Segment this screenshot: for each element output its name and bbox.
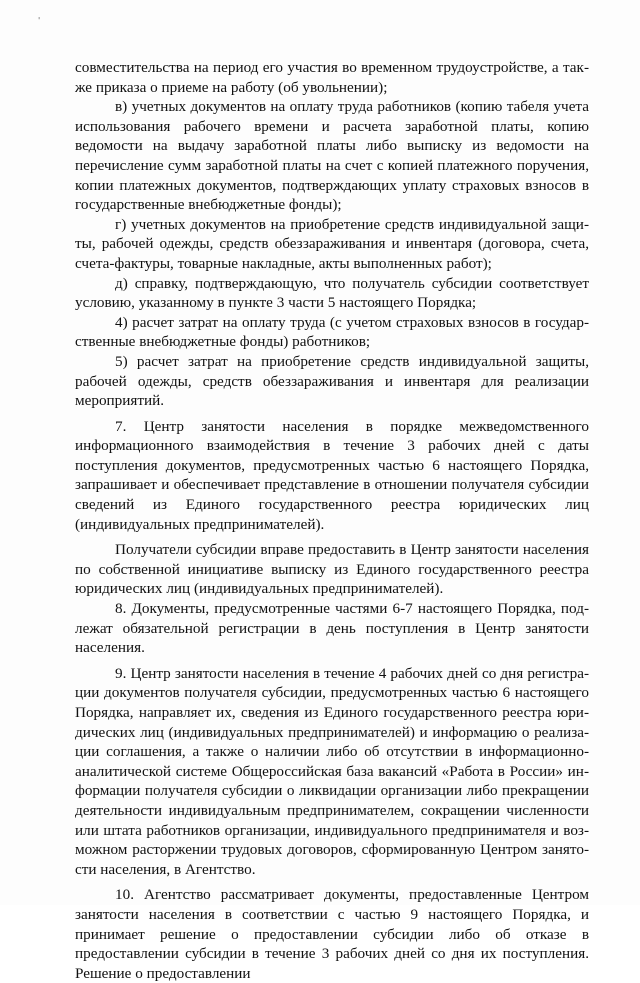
paragraph-section-10: 10. Агентство рассматривает документы, предоставленные Центром занятости населения в соответствии с частью 9 настоящего Порядка, и принимает решение о предоставлении субсидии либо об отказе в предоставлении субсидии в течение 3 рабочих дней со дня их поступления. Решение о предоставлении [75, 886, 589, 982]
paragraph-item-d: д) справку, подтверждающую, что получатель субсидии соответствует условию, указанному в пункте 3 части 5 настоящего Порядка; [75, 274, 589, 312]
paragraph-section-7: 7. Центр занятости населения в порядке межведомственного информационного взаимодействия в течение 3 рабочих дней с даты поступления документов, предусмотренных частью 6 настоящего Порядка, запрашивает и обеспечивает представление в отношении получателя субсидии сведений из Единого государственного реестра юридических лиц (индивидуальных предпринимателей). [75, 417, 589, 533]
corner-mark: ' [38, 16, 41, 25]
document-body [75, 58, 589, 983]
paragraph-section-8: 8. Документы, предусмотренные частями 6-7 настоящего Порядка, подлежат обязательной регистрации в день поступления в Центр занятости населения. [75, 600, 589, 657]
paragraph-item-5: 5) расчет затрат на приобретение средств индивидуальной защиты, рабочей одежды, средств обеззараживания и инвентаря для реализации мероприятий. [75, 352, 589, 410]
paragraph-item-g: г) учетных документов на приобретение средств индивидуальной защиты, рабочей одежды, средств обеззараживания и инвентаря (договора, счета, счета-фактуры, товарные накладные, акты выполненных работ); [75, 215, 589, 272]
paragraph-section-9: 9. Центр занятости населения в течение 4 рабочих дней со дня регистрации документов получателя субсидии, предусмотренных частью 6 настоящего Порядка, направляет их, сведения из Единого государственного реестра юридических лиц (индивидуальных предпринимателей) и информацию о реализации соглашения, а также о наличии либо об отсутствии в информационно-аналитической системе Общероссийская база вакансий «Работа в России» информации получателя субсидии о ликвидации организации либо прекращении деятельности индивидуальным предпринимателем, сокращении численности или штата работников организации, индивидуального предпринимателя и возможном расторжении трудовых договоров, сформированную Центром занятости населения, в Агентство. [75, 664, 589, 878]
paragraph-item-v: в) учетных документов на оплату труда работников (копию табеля учета использования рабочего времени и расчета заработной платы, копию ведомости на выдачу заработной платы либо выписку из ведомости на перечисление сумм заработной платы на счет с копией платежного поручения, копии платежных документов, подтверждающих уплату страховых взносов в государственные внебюджетные фонды); [75, 98, 589, 214]
paragraph-continuation: совместительства на период его участия во временном трудоустройстве, а также приказа о приеме на работу (об увольнении); [75, 59, 589, 96]
paragraph-item-4: 4) расчет затрат на оплату труда (с учетом страховых взносов в государственные внебюджетные фонды) работников; [75, 313, 589, 351]
paragraph-section-7-note: Получатели субсидии вправе предоставить в Центр занятости населения по собственной инициативе выписку из Единого государственного реестра юридических лиц (индивидуальных предпринимателей). [75, 541, 589, 598]
